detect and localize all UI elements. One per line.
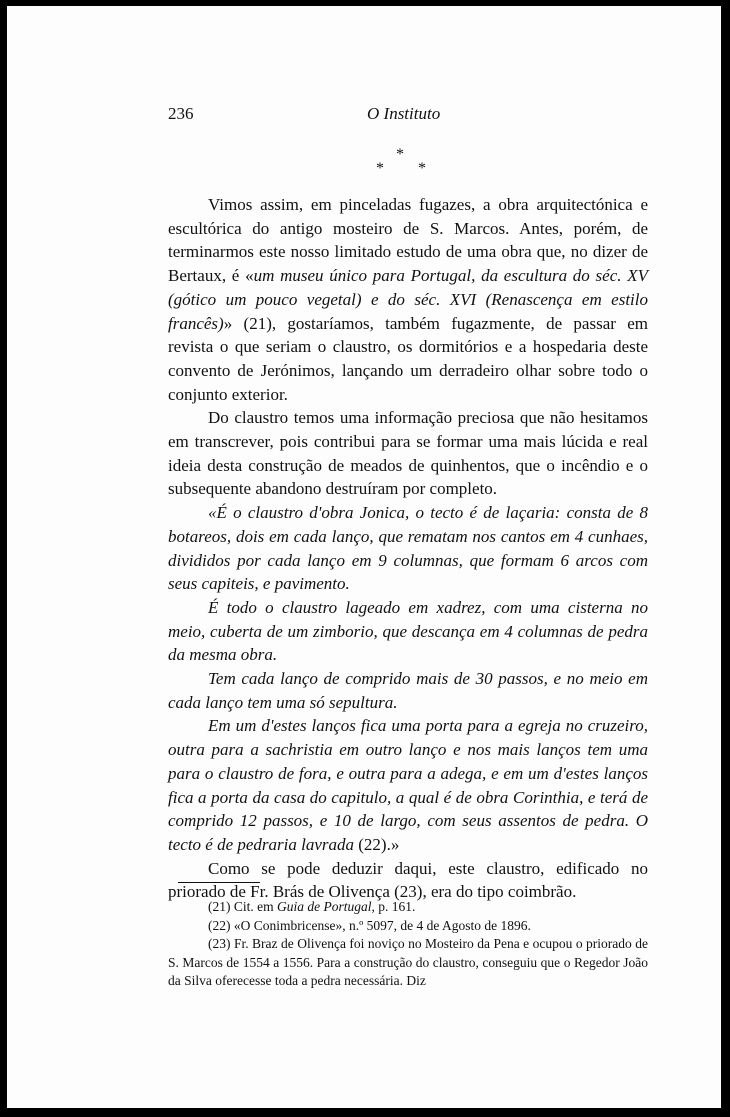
quotation-paragraph-3: Tem cada lanço de comprido mais de 30 passos, e no meio em cada lanço tem uma só sepultura. — [168, 669, 648, 712]
quotation-paragraph-1: «É o claustro d'obra Jonica, o tecto é de laçaria: consta de 8 botareos, dois em cada lanço, que rematam nos cantos em 4 cunhaes, divididos por cada lanço em 9 columnas, que formam 6 arcos com seus capiteis, e pavimento. — [168, 503, 648, 594]
body-text — [168, 193, 648, 904]
footnote-23: (23) Fr. Braz de Olivença foi noviço no Mosteiro da Pena e ocupou o priorado de S. Marcos de 1554 a 1556. Para a construção do claustro, conseguiu que o Regedor João da Silva oferecesse toda a pedra necessária. Diz — [168, 936, 648, 988]
footnote-21-label: (21) Cit. em — [208, 899, 277, 914]
asterism-star-right: * — [418, 160, 426, 177]
paragraph-intro-text: Vimos assim, em pinceladas fugazes, a obra arquitectónica e escultórica do antigo mosteiro de S. Marcos. Antes, porém, de terminarmos este nosso limitado estudo de uma obra que, no dizer de Bertaux, é « — [168, 195, 648, 286]
footnote-22: (22) «O Conimbricense», n.º 5097, de 4 de Agosto de 1896. — [208, 917, 531, 933]
paragraph-conclusion: Como se pode deduzir daqui, este claustro, edificado no priorado de Fr. Brás de Olivença (23), era do tipo coimbrão. — [168, 858, 648, 902]
asterism-star-top: * — [396, 146, 404, 163]
footnote-21-title: Guia de Portugal — [277, 899, 372, 914]
page-header — [168, 104, 648, 128]
quotation-paragraph-4 — [168, 714, 648, 856]
asterism-star-left: * — [376, 160, 384, 177]
quotation-paragraph-4-text: Em um d'estes lanços fica uma porta para a egreja no cruzeiro, outra para a sachristia em outro lanço e nos mais lanços tem uma para o claustro de fora, e outra para a adega, e em um d'estes lanços fica a porta da casa do capitulo, a qual é de obra Corinthia, e terá de comprido 12 passos, e 10 de largo, com seus assentos de pedra. O tecto é de pedraria lavrada — [168, 716, 648, 854]
paragraph-cloister-info: Do claustro temos uma informação preciosa que não hesitamos em transcrever, pois contribui para se formar uma mais lúcida e real ideia desta construção de meados de quinhentos, que o incêndio e o subsequente abandono destruíram por completo. — [168, 408, 648, 499]
footnote-21 — [168, 898, 648, 917]
paragraph-intro — [168, 193, 648, 406]
footnote-separator — [178, 882, 260, 883]
bertaux-quotation: um museu único para Portugal, da escultura do séc. XV (gótico um pouco vegetal) e do séc. XVI (Renascença em estilo francês) — [168, 266, 649, 333]
book-page — [7, 6, 721, 1108]
section-asterism — [372, 147, 432, 177]
footnote-ref-22: (22).» — [354, 834, 400, 854]
quotation-paragraph-2: É todo o claustro lageado em xadrez, com uma cisterna no meio, cuberta de um zimborio, que descança em 4 columnas de pedra da mesma obra. — [168, 597, 648, 665]
paragraph-intro-continued: » (21), gostaríamos, também fugazmente, de passar em revista o que seriam o claustro, os dormitórios e a hospedaria deste convento de Jerónimos, lançando um derradeiro olhar sobre todo o conjunto exterior. — [168, 313, 648, 404]
footnotes — [168, 898, 648, 991]
page-number: 236 — [168, 104, 194, 123]
footnote-21-page: , p. 161. — [371, 899, 416, 914]
running-title: O Instituto — [367, 104, 441, 123]
